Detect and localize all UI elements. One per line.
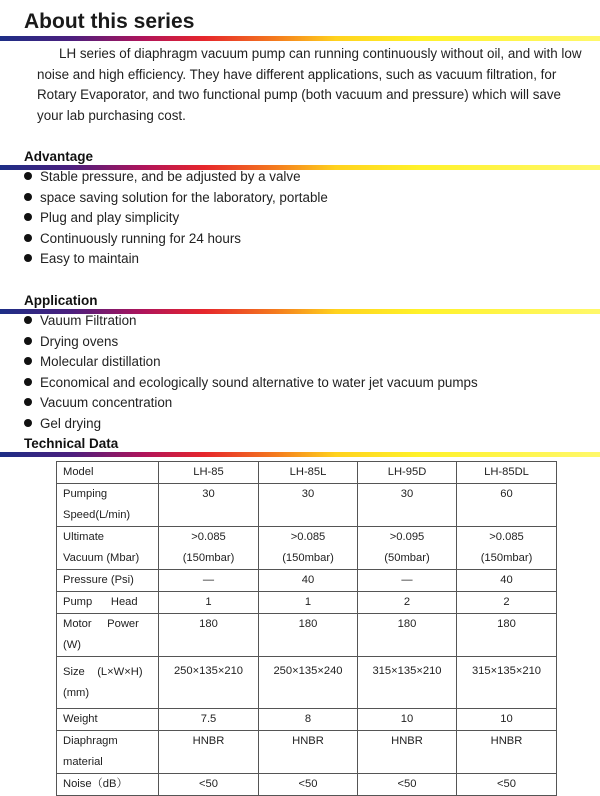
advantage-list: [24, 167, 328, 270]
bullet-icon: [24, 398, 32, 406]
table-row: [57, 592, 557, 614]
table-row: [57, 484, 557, 527]
table-cell: <50: [358, 774, 457, 796]
table-cell: >0.085 (150mbar): [259, 527, 358, 570]
list-item: Easy to maintain: [24, 249, 328, 270]
list-item: Plug and play simplicity: [24, 208, 328, 229]
table-cell: 40: [457, 570, 557, 592]
table-cell: HNBR: [259, 731, 358, 774]
table-cell: 10: [457, 709, 557, 731]
table-cell: <50: [159, 774, 259, 796]
header-cell: LH-95D: [358, 462, 457, 484]
header-cell: LH-85DL: [457, 462, 557, 484]
list-item: Drying ovens: [24, 332, 478, 353]
list-item: space saving solution for the laboratory, portable: [24, 188, 328, 209]
bullet-icon: [24, 357, 32, 365]
table-cell: <50: [457, 774, 557, 796]
table-cell: 40: [259, 570, 358, 592]
table-cell: 30: [159, 484, 259, 527]
row-label: Pressure (Psi): [57, 570, 159, 592]
table-cell: 1: [259, 592, 358, 614]
table-cell: >0.085 (150mbar): [457, 527, 557, 570]
table-row: [57, 614, 557, 657]
bullet-icon: [24, 316, 32, 324]
list-item: Continuously running for 24 hours: [24, 229, 328, 250]
technical-data-table: [56, 461, 557, 796]
list-item: Molecular distillation: [24, 352, 478, 373]
list-item: Vacuum concentration: [24, 393, 478, 414]
table-cell: 2: [358, 592, 457, 614]
table-cell: 250×135×210: [159, 657, 259, 709]
table-cell: —: [358, 570, 457, 592]
application-heading: Application: [24, 293, 98, 308]
table-cell: 8: [259, 709, 358, 731]
bullet-icon: [24, 254, 32, 262]
table-cell: 7.5: [159, 709, 259, 731]
table-row: [57, 709, 557, 731]
table-cell: HNBR: [358, 731, 457, 774]
table-cell: 315×135×210: [358, 657, 457, 709]
about-title: About this series: [24, 10, 195, 33]
table-header-row: [57, 462, 557, 484]
bullet-icon: [24, 337, 32, 345]
list-item: Stable pressure, and be adjusted by a valve: [24, 167, 328, 188]
row-label: Weight: [57, 709, 159, 731]
technical-heading: Technical Data: [24, 436, 119, 451]
table-cell: 30: [259, 484, 358, 527]
header-cell: LH-85: [159, 462, 259, 484]
table-cell: 10: [358, 709, 457, 731]
table-cell: 30: [358, 484, 457, 527]
table-cell: >0.085 (150mbar): [159, 527, 259, 570]
bullet-icon: [24, 172, 32, 180]
bullet-icon: [24, 213, 32, 221]
table-cell: 60: [457, 484, 557, 527]
table-row: [57, 731, 557, 774]
header-cell: Model: [57, 462, 159, 484]
list-item: Vauum Filtration: [24, 311, 478, 332]
table-cell: 2: [457, 592, 557, 614]
table-row: [57, 527, 557, 570]
table-cell: <50: [259, 774, 358, 796]
row-label: Diaphragm material: [57, 731, 159, 774]
row-label: Size (L×W×H) (mm): [57, 657, 159, 709]
table-cell: —: [159, 570, 259, 592]
table-cell: 180: [457, 614, 557, 657]
list-item: Economical and ecologically sound alternative to water jet vacuum pumps: [24, 373, 478, 394]
bullet-icon: [24, 234, 32, 242]
table-cell: >0.095 (50mbar): [358, 527, 457, 570]
table-cell: HNBR: [159, 731, 259, 774]
list-item: Gel drying: [24, 414, 478, 435]
table-cell: 180: [358, 614, 457, 657]
table-cell: 180: [159, 614, 259, 657]
row-label: Pumping Speed(L/min): [57, 484, 159, 527]
row-label: Motor Power (W): [57, 614, 159, 657]
application-list: [24, 311, 478, 434]
advantage-heading: Advantage: [24, 149, 94, 164]
technical-divider: [0, 452, 600, 457]
table-row: [57, 570, 557, 592]
bullet-icon: [24, 378, 32, 386]
row-label: Pump Head: [57, 592, 159, 614]
table-row: [57, 774, 557, 796]
about-text: LH series of diaphragm vacuum pump can running continuously without oil, and with low noise and high efficiency. They have different applications, such as vacuum filtration, for Rotary Evaporator, and two functional pump (both vacuum and pressure) which will save your lab purchasing cost.: [37, 46, 582, 123]
table-cell: HNBR: [457, 731, 557, 774]
about-divider: [0, 36, 600, 41]
table-cell: 180: [259, 614, 358, 657]
table-cell: 315×135×210: [457, 657, 557, 709]
table-row: [57, 657, 557, 709]
bullet-icon: [24, 193, 32, 201]
table-cell: 250×135×240: [259, 657, 358, 709]
bullet-icon: [24, 419, 32, 427]
table-cell: 1: [159, 592, 259, 614]
header-cell: LH-85L: [259, 462, 358, 484]
row-label: Ultimate Vacuum (Mbar): [57, 527, 159, 570]
row-label: Noise（dB）: [57, 774, 159, 796]
